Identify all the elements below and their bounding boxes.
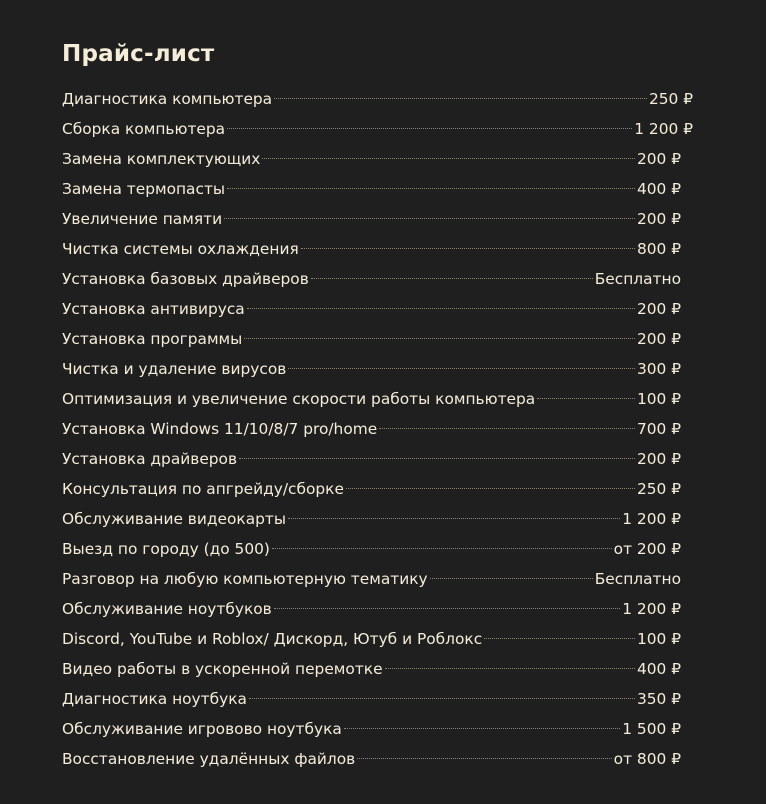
price-row <box>62 324 681 354</box>
service-name: Сборка компьютера <box>62 120 226 138</box>
dotted-leader <box>346 488 635 489</box>
service-name: Чистка и удаление вирусов <box>62 360 287 378</box>
price-row <box>62 354 681 384</box>
dotted-leader <box>288 518 620 519</box>
price-row <box>62 684 681 714</box>
service-price: 200 ₽ <box>636 450 681 468</box>
price-row <box>62 294 681 324</box>
dotted-leader <box>385 668 635 669</box>
dotted-leader <box>274 608 621 609</box>
price-row <box>62 714 681 744</box>
price-row <box>62 564 681 594</box>
service-name: Диагностика ноутбука <box>62 690 247 708</box>
price-row <box>62 594 681 624</box>
service-name: Выезд по городу (до 500) <box>62 540 270 558</box>
service-price: 400 ₽ <box>636 180 681 198</box>
service-price: 800 ₽ <box>636 240 681 258</box>
price-row <box>62 624 681 654</box>
service-price: Бесплатно <box>594 570 681 588</box>
service-price: 350 ₽ <box>636 690 681 708</box>
dotted-leader <box>274 98 647 99</box>
service-name: Обслуживание видеокарты <box>62 510 287 528</box>
price-row <box>62 174 681 204</box>
dotted-leader <box>224 218 635 219</box>
service-price: от 800 ₽ <box>613 750 681 768</box>
service-name: Установка базовых драйверов <box>62 270 309 288</box>
service-name: Установка Windows 11/10/8/7 pro/home <box>62 420 378 438</box>
price-row <box>62 534 681 564</box>
price-row <box>62 474 681 504</box>
price-row <box>62 414 681 444</box>
service-name: Разговор на любую компьютерную тематику <box>62 570 428 588</box>
price-row <box>62 384 681 414</box>
service-name: Консультация по апгрейду/сборке <box>62 480 344 498</box>
dotted-leader <box>430 578 593 579</box>
price-row <box>62 114 693 144</box>
service-name: Чистка системы охлаждения <box>62 240 299 258</box>
dotted-leader <box>249 698 635 699</box>
service-price: 1 200 ₽ <box>622 600 681 618</box>
service-price: от 200 ₽ <box>613 540 681 558</box>
dotted-leader <box>239 458 635 459</box>
dotted-leader <box>262 158 635 159</box>
service-price: 100 ₽ <box>636 630 681 648</box>
dotted-leader <box>244 338 635 339</box>
service-price: 200 ₽ <box>636 210 681 228</box>
dotted-leader <box>484 638 635 639</box>
service-name: Диагностика компьютера <box>62 90 273 108</box>
service-name: Увеличение памяти <box>62 210 223 228</box>
service-price: 250 ₽ <box>648 90 693 108</box>
service-name: Установка программы <box>62 330 243 348</box>
service-price: 300 ₽ <box>636 360 681 378</box>
service-price: 200 ₽ <box>636 330 681 348</box>
dotted-leader <box>288 368 635 369</box>
dotted-leader <box>227 128 632 129</box>
service-price: 1 200 ₽ <box>622 510 681 528</box>
service-price: 700 ₽ <box>636 420 681 438</box>
service-price: 100 ₽ <box>636 390 681 408</box>
service-name: Установка антивируса <box>62 300 245 318</box>
dotted-leader <box>227 188 635 189</box>
price-row <box>62 264 681 294</box>
price-row <box>62 84 693 114</box>
service-name: Видео работы в ускоренной перемотке <box>62 660 383 678</box>
price-row <box>62 654 681 684</box>
dotted-leader <box>272 548 612 549</box>
service-name: Оптимизация и увеличение скорости работы компьютера <box>62 390 536 408</box>
dotted-leader <box>301 248 635 249</box>
price-row <box>62 444 681 474</box>
service-name: Обслуживание ноутбуков <box>62 600 272 618</box>
dotted-leader <box>357 758 611 759</box>
service-name: Замена комплектующих <box>62 150 261 168</box>
price-row <box>62 744 681 774</box>
dotted-leader <box>247 308 635 309</box>
service-price: 400 ₽ <box>636 660 681 678</box>
price-list <box>62 84 693 774</box>
service-name: Замена термопасты <box>62 180 226 198</box>
price-row <box>62 234 681 264</box>
dotted-leader <box>537 398 635 399</box>
dotted-leader <box>344 728 620 729</box>
service-price: 200 ₽ <box>636 150 681 168</box>
service-price: 250 ₽ <box>636 480 681 498</box>
price-row <box>62 144 681 174</box>
service-price: 200 ₽ <box>636 300 681 318</box>
service-name: Обслуживание игровово ноутбука <box>62 720 342 738</box>
service-price: 1 200 ₽ <box>634 120 693 138</box>
service-price: 1 500 ₽ <box>622 720 681 738</box>
service-name: Установка драйверов <box>62 450 238 468</box>
page-title: Прайс-лист <box>62 41 215 67</box>
price-row <box>62 204 681 234</box>
service-price: Бесплатно <box>594 270 681 288</box>
price-row <box>62 504 681 534</box>
service-name: Discord, YouTube и Roblox/ Дискорд, Ютуб и Роблокс <box>62 630 483 648</box>
service-name: Восстановление удалённых файлов <box>62 750 356 768</box>
dotted-leader <box>379 428 635 429</box>
dotted-leader <box>311 278 593 279</box>
